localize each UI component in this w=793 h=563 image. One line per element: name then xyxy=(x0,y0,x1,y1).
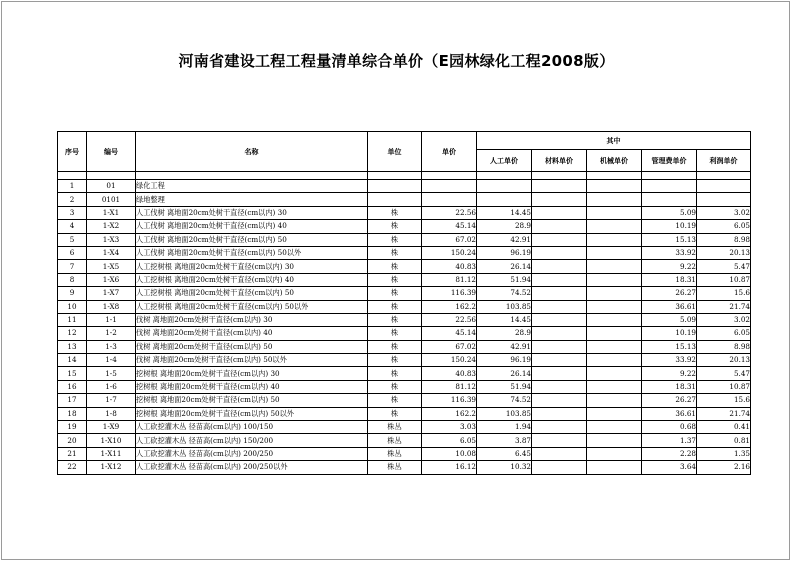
cell-machine xyxy=(587,180,642,193)
cell-material xyxy=(532,300,587,313)
cell-unit: 株 xyxy=(368,380,422,393)
cell-profit xyxy=(697,193,751,206)
cell-profit: 0.81 xyxy=(697,434,751,447)
table-row xyxy=(58,287,751,300)
cell-code: 1-8 xyxy=(87,407,136,420)
table-row xyxy=(58,394,751,407)
cell-name: 挖树根 离地面20cm处树干直径(cm以内) 40 xyxy=(136,380,368,393)
cell-seq: 6 xyxy=(58,246,87,259)
cell-management: 1.37 xyxy=(642,434,697,447)
cell-seq: 12 xyxy=(58,327,87,340)
cell-labor: 6.45 xyxy=(477,447,532,460)
cell-machine xyxy=(587,340,642,353)
cell-price: 40.83 xyxy=(422,367,477,380)
cell-machine xyxy=(587,421,642,434)
cell-name: 人工砍挖灌木丛 径苗高(cm以内) 200/250以外 xyxy=(136,461,368,474)
cell-labor: 96.19 xyxy=(477,354,532,367)
cell-code: 1-2 xyxy=(87,327,136,340)
unit-price-table xyxy=(57,131,751,475)
cell-management: 9.22 xyxy=(642,367,697,380)
cell-code: 1-3 xyxy=(87,340,136,353)
cell-seq: 16 xyxy=(58,380,87,393)
cell-management: 0.68 xyxy=(642,421,697,434)
cell-labor: 51.94 xyxy=(477,380,532,393)
cell-machine xyxy=(587,313,642,326)
table-row xyxy=(58,233,751,246)
cell-name: 伐树 离地面20cm处树干直径(cm以内) 30 xyxy=(136,313,368,326)
cell-material xyxy=(532,380,587,393)
cell-management: 36.61 xyxy=(642,300,697,313)
cell-name: 伐树 离地面20cm处树干直径(cm以内) 50以外 xyxy=(136,354,368,367)
table-row xyxy=(58,367,751,380)
table-row xyxy=(58,421,751,434)
cell-profit: 15.6 xyxy=(697,287,751,300)
cell-name: 人工挖树根 离地面20cm处树干直径(cm以内) 50 xyxy=(136,287,368,300)
cell-price: 40.83 xyxy=(422,260,477,273)
cell-name: 挖树根 离地面20cm处树干直径(cm以内) 50 xyxy=(136,394,368,407)
cell-labor: 14.45 xyxy=(477,206,532,219)
cell-profit: 10.87 xyxy=(697,273,751,286)
cell-profit: 6.05 xyxy=(697,220,751,233)
cell-material xyxy=(532,313,587,326)
cell-unit: 株 xyxy=(368,246,422,259)
cell-labor xyxy=(477,180,532,193)
cell-seq: 15 xyxy=(58,367,87,380)
header-material: 材料单价 xyxy=(532,150,587,172)
cell-labor: 28.9 xyxy=(477,327,532,340)
cell-price: 162.2 xyxy=(422,300,477,313)
cell-seq: 4 xyxy=(58,220,87,233)
cell-unit: 株 xyxy=(368,273,422,286)
cell-management: 36.61 xyxy=(642,407,697,420)
cell-unit: 株丛 xyxy=(368,421,422,434)
cell-name: 人工砍挖灌木丛 径苗高(cm以内) 150/200 xyxy=(136,434,368,447)
cell-name: 人工伐树 离地面20cm处树干直径(cm以内) 50以外 xyxy=(136,246,368,259)
cell-machine xyxy=(587,434,642,447)
cell-seq: 2 xyxy=(58,193,87,206)
cell-price: 22.56 xyxy=(422,206,477,219)
cell-management: 10.19 xyxy=(642,327,697,340)
cell-unit: 株 xyxy=(368,287,422,300)
cell-unit: 株丛 xyxy=(368,434,422,447)
cell-management: 15.13 xyxy=(642,340,697,353)
cell-material xyxy=(532,327,587,340)
header-seq: 序号 xyxy=(58,132,87,172)
cell-profit: 15.6 xyxy=(697,394,751,407)
cell-code: 1-X11 xyxy=(87,447,136,460)
cell-code: 1-X4 xyxy=(87,246,136,259)
cell-management: 26.27 xyxy=(642,394,697,407)
cell-code: 1-5 xyxy=(87,367,136,380)
cell-unit: 株 xyxy=(368,220,422,233)
cell-material xyxy=(532,273,587,286)
cell-unit: 株丛 xyxy=(368,461,422,474)
cell-code: 1-X1 xyxy=(87,206,136,219)
cell-management: 5.09 xyxy=(642,206,697,219)
cell-machine xyxy=(587,407,642,420)
table-row xyxy=(58,434,751,447)
header-group: 其中 xyxy=(477,132,751,150)
cell-seq: 5 xyxy=(58,233,87,246)
cell-management: 18.31 xyxy=(642,380,697,393)
cell-name: 绿地整理 xyxy=(136,193,368,206)
cell-labor: 3.87 xyxy=(477,434,532,447)
cell-labor xyxy=(477,193,532,206)
cell-machine xyxy=(587,193,642,206)
cell-labor: 74.52 xyxy=(477,394,532,407)
cell-profit: 8.98 xyxy=(697,233,751,246)
header-code: 编号 xyxy=(87,132,136,172)
cell-machine xyxy=(587,260,642,273)
cell-machine xyxy=(587,273,642,286)
cell-management: 9.22 xyxy=(642,260,697,273)
cell-management: 26.27 xyxy=(642,287,697,300)
cell-seq: 14 xyxy=(58,354,87,367)
cell-price: 22.56 xyxy=(422,313,477,326)
cell-machine xyxy=(587,246,642,259)
header-machine: 机械单价 xyxy=(587,150,642,172)
cell-labor: 103.85 xyxy=(477,300,532,313)
cell-machine xyxy=(587,300,642,313)
cell-profit: 0.41 xyxy=(697,421,751,434)
table-row xyxy=(58,206,751,219)
cell-seq: 18 xyxy=(58,407,87,420)
cell-material xyxy=(532,193,587,206)
cell-material xyxy=(532,180,587,193)
cell-name: 人工挖树根 离地面20cm处树干直径(cm以内) 50以外 xyxy=(136,300,368,313)
table-row xyxy=(58,260,751,273)
cell-code: 1-X10 xyxy=(87,434,136,447)
cell-price: 81.12 xyxy=(422,273,477,286)
cell-material xyxy=(532,394,587,407)
cell-material xyxy=(532,421,587,434)
cell-code: 1-X5 xyxy=(87,260,136,273)
cell-price: 150.24 xyxy=(422,246,477,259)
cell-management xyxy=(642,180,697,193)
table-row xyxy=(58,313,751,326)
cell-machine xyxy=(587,367,642,380)
cell-unit: 株 xyxy=(368,327,422,340)
cell-profit: 1.35 xyxy=(697,447,751,460)
cell-profit: 6.05 xyxy=(697,327,751,340)
header-labor: 人工单价 xyxy=(477,150,532,172)
cell-price: 67.02 xyxy=(422,233,477,246)
cell-labor: 14.45 xyxy=(477,313,532,326)
cell-name: 人工挖树根 离地面20cm处树干直径(cm以内) 40 xyxy=(136,273,368,286)
cell-seq: 20 xyxy=(58,434,87,447)
cell-name: 人工挖树根 离地面20cm处树干直径(cm以内) 30 xyxy=(136,260,368,273)
cell-seq: 21 xyxy=(58,447,87,460)
cell-labor: 51.94 xyxy=(477,273,532,286)
cell-name: 绿化工程 xyxy=(136,180,368,193)
cell-seq: 7 xyxy=(58,260,87,273)
table-row xyxy=(58,447,751,460)
cell-machine xyxy=(587,394,642,407)
blank-row xyxy=(58,172,751,180)
cell-profit: 5.47 xyxy=(697,260,751,273)
cell-seq: 1 xyxy=(58,180,87,193)
cell-management: 33.92 xyxy=(642,246,697,259)
cell-seq: 11 xyxy=(58,313,87,326)
cell-seq: 22 xyxy=(58,461,87,474)
cell-machine xyxy=(587,206,642,219)
cell-code: 1-X6 xyxy=(87,273,136,286)
cell-material xyxy=(532,461,587,474)
cell-unit: 株 xyxy=(368,300,422,313)
cell-labor: 42.91 xyxy=(477,340,532,353)
header-price: 单价 xyxy=(422,132,477,172)
cell-machine xyxy=(587,354,642,367)
cell-machine xyxy=(587,233,642,246)
cell-seq: 19 xyxy=(58,421,87,434)
table-row xyxy=(58,273,751,286)
cell-code: 1-6 xyxy=(87,380,136,393)
cell-code: 0101 xyxy=(87,193,136,206)
cell-unit: 株 xyxy=(368,367,422,380)
cell-name: 伐树 离地面20cm处树干直径(cm以内) 40 xyxy=(136,327,368,340)
cell-profit: 21.74 xyxy=(697,300,751,313)
cell-management xyxy=(642,193,697,206)
cell-name: 人工砍挖灌木丛 径苗高(cm以内) 200/250 xyxy=(136,447,368,460)
cell-profit: 2.16 xyxy=(697,461,751,474)
cell-management: 10.19 xyxy=(642,220,697,233)
cell-price: 10.08 xyxy=(422,447,477,460)
table-row xyxy=(58,300,751,313)
cell-name: 挖树根 离地面20cm处树干直径(cm以内) 30 xyxy=(136,367,368,380)
cell-management: 15.13 xyxy=(642,233,697,246)
cell-labor: 96.19 xyxy=(477,246,532,259)
cell-profit: 10.87 xyxy=(697,380,751,393)
document-title: 河南省建设工程工程量清单综合单价（E园林绿化工程2008版） xyxy=(178,52,615,70)
cell-machine xyxy=(587,327,642,340)
header-profit: 利润单价 xyxy=(697,150,751,172)
cell-unit xyxy=(368,193,422,206)
cell-unit: 株 xyxy=(368,340,422,353)
cell-code: 1-X3 xyxy=(87,233,136,246)
cell-price: 116.39 xyxy=(422,394,477,407)
cell-code: 1-X7 xyxy=(87,287,136,300)
cell-seq: 10 xyxy=(58,300,87,313)
cell-code: 1-X12 xyxy=(87,461,136,474)
cell-material xyxy=(532,246,587,259)
cell-machine xyxy=(587,287,642,300)
cell-material xyxy=(532,206,587,219)
cell-management: 18.31 xyxy=(642,273,697,286)
cell-labor: 103.85 xyxy=(477,407,532,420)
cell-management: 2.28 xyxy=(642,447,697,460)
cell-price: 150.24 xyxy=(422,354,477,367)
cell-name: 挖树根 离地面20cm处树干直径(cm以内) 50以外 xyxy=(136,407,368,420)
cell-unit: 株 xyxy=(368,394,422,407)
cell-labor: 28.9 xyxy=(477,220,532,233)
cell-price: 45.14 xyxy=(422,220,477,233)
cell-material xyxy=(532,220,587,233)
cell-unit: 株丛 xyxy=(368,447,422,460)
cell-seq: 13 xyxy=(58,340,87,353)
header-unit: 单位 xyxy=(368,132,422,172)
cell-machine xyxy=(587,461,642,474)
cell-name: 人工砍挖灌木丛 径苗高(cm以内) 100/150 xyxy=(136,421,368,434)
cell-price: 81.12 xyxy=(422,380,477,393)
table-row xyxy=(58,180,751,193)
cell-unit: 株 xyxy=(368,233,422,246)
cell-seq: 9 xyxy=(58,287,87,300)
cell-price: 3.03 xyxy=(422,421,477,434)
cell-name: 伐树 离地面20cm处树干直径(cm以内) 50 xyxy=(136,340,368,353)
cell-unit: 株 xyxy=(368,313,422,326)
cell-unit: 株 xyxy=(368,354,422,367)
cell-code: 1-1 xyxy=(87,313,136,326)
table-row xyxy=(58,246,751,259)
cell-labor: 26.14 xyxy=(477,367,532,380)
cell-seq: 8 xyxy=(58,273,87,286)
cell-profit: 20.13 xyxy=(697,246,751,259)
cell-unit xyxy=(368,180,422,193)
cell-unit: 株 xyxy=(368,407,422,420)
cell-material xyxy=(532,233,587,246)
cell-material xyxy=(532,407,587,420)
cell-price: 16.12 xyxy=(422,461,477,474)
cell-seq: 3 xyxy=(58,206,87,219)
cell-labor: 26.14 xyxy=(477,260,532,273)
cell-code: 1-X9 xyxy=(87,421,136,434)
cell-price: 6.05 xyxy=(422,434,477,447)
cell-price: 45.14 xyxy=(422,327,477,340)
cell-material xyxy=(532,340,587,353)
table-row xyxy=(58,340,751,353)
cell-labor: 1.94 xyxy=(477,421,532,434)
cell-profit: 3.02 xyxy=(697,206,751,219)
cell-labor: 10.32 xyxy=(477,461,532,474)
cell-material xyxy=(532,367,587,380)
cell-profit xyxy=(697,180,751,193)
cell-name: 人工伐树 离地面20cm处树干直径(cm以内) 30 xyxy=(136,206,368,219)
header-name: 名称 xyxy=(136,132,368,172)
cell-machine xyxy=(587,220,642,233)
cell-name: 人工伐树 离地面20cm处树干直径(cm以内) 40 xyxy=(136,220,368,233)
cell-price xyxy=(422,193,477,206)
cell-price: 116.39 xyxy=(422,287,477,300)
cell-management: 5.09 xyxy=(642,313,697,326)
header-management: 管理费单价 xyxy=(642,150,697,172)
cell-profit: 5.47 xyxy=(697,367,751,380)
cell-machine xyxy=(587,380,642,393)
table-row xyxy=(58,407,751,420)
cell-unit: 株 xyxy=(368,206,422,219)
cell-unit: 株 xyxy=(368,260,422,273)
cell-material xyxy=(532,260,587,273)
cell-material xyxy=(532,354,587,367)
table-row xyxy=(58,461,751,474)
table-row xyxy=(58,327,751,340)
cell-management: 33.92 xyxy=(642,354,697,367)
table-row xyxy=(58,380,751,393)
cell-labor: 42.91 xyxy=(477,233,532,246)
cell-profit: 8.98 xyxy=(697,340,751,353)
cell-material xyxy=(532,434,587,447)
cell-code: 1-X2 xyxy=(87,220,136,233)
cell-machine xyxy=(587,447,642,460)
cell-code: 01 xyxy=(87,180,136,193)
table-row xyxy=(58,220,751,233)
cell-material xyxy=(532,447,587,460)
cell-management: 3.64 xyxy=(642,461,697,474)
cell-material xyxy=(532,287,587,300)
cell-code: 1-4 xyxy=(87,354,136,367)
cell-profit: 20.13 xyxy=(697,354,751,367)
cell-profit: 21.74 xyxy=(697,407,751,420)
cell-labor: 74.52 xyxy=(477,287,532,300)
table-row xyxy=(58,193,751,206)
cell-code: 1-X8 xyxy=(87,300,136,313)
cell-code: 1-7 xyxy=(87,394,136,407)
cell-profit: 3.02 xyxy=(697,313,751,326)
table-row xyxy=(58,354,751,367)
cell-price: 162.2 xyxy=(422,407,477,420)
cell-seq: 17 xyxy=(58,394,87,407)
cell-name: 人工伐树 离地面20cm处树干直径(cm以内) 50 xyxy=(136,233,368,246)
cell-price: 67.02 xyxy=(422,340,477,353)
cell-price xyxy=(422,180,477,193)
